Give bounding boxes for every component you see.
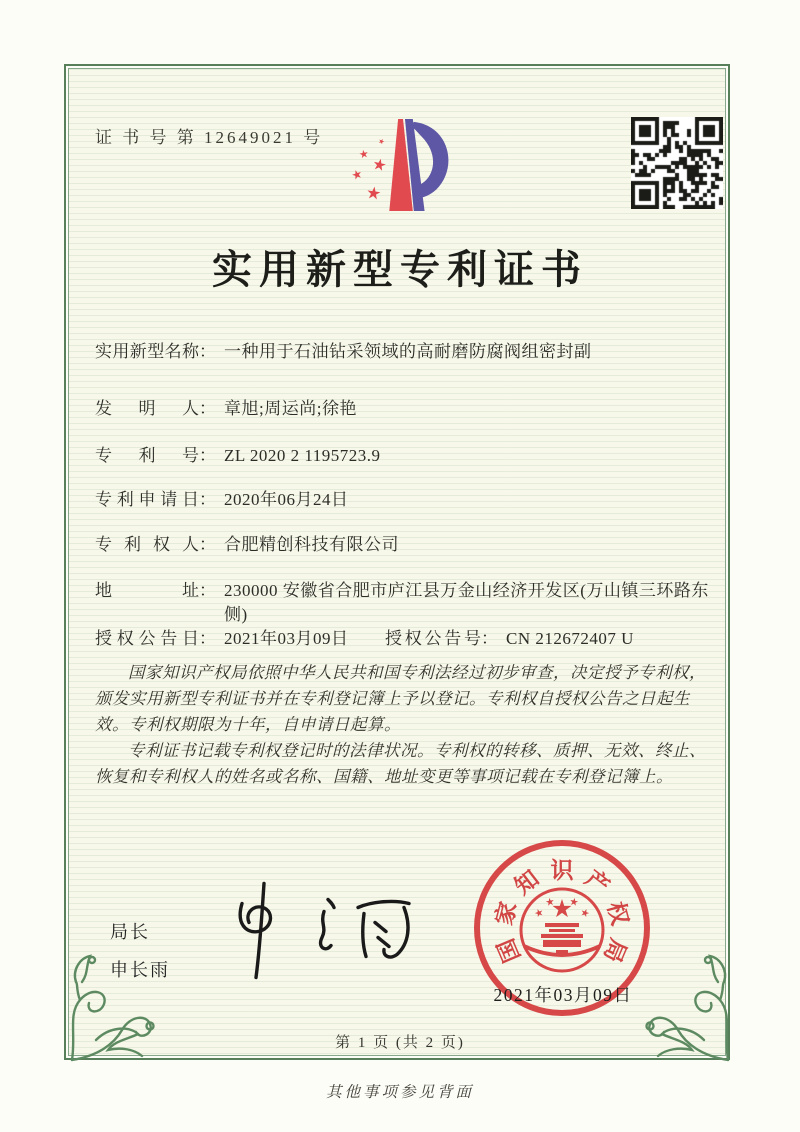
field-value: 章旭;周运尚;徐艳	[224, 399, 357, 418]
field-label: 地址	[95, 581, 199, 600]
cnipa-logo-icon	[345, 116, 463, 214]
page-number: 第 1 页 (共 2 页)	[335, 1035, 465, 1051]
colon: ：	[199, 629, 216, 648]
field-inventors	[95, 397, 711, 421]
svg-text:家: 家	[491, 899, 522, 928]
colon: ：	[199, 342, 216, 361]
field-label: 实用新型名称	[95, 342, 199, 361]
national-emblem-icon	[521, 889, 603, 971]
legal-text	[95, 660, 711, 790]
field-address	[95, 579, 711, 627]
legal-paragraph-1: 国家知识产权局依照中华人民共和国专利法经过初步审查，决定授予专利权，颁发实用新型专利证书并在专利登记簿上予以登记。专利权自授权公告之日起生效。专利权期限为十年，自申请日起算。	[95, 663, 706, 734]
colon: ：	[199, 581, 216, 600]
certificate-title: 实用新型专利证书	[212, 247, 588, 292]
field-value: CN 212672407 U	[506, 629, 634, 648]
director-title: 局长	[110, 922, 150, 942]
svg-text:识: 识	[550, 858, 574, 883]
field-value: 230000 安徽省合肥市庐江县万金山经济开发区(万山镇三环路东侧)	[224, 581, 709, 624]
field-value: 一种用于石油钻采领域的高耐磨防腐阀组密封副	[224, 342, 592, 361]
field-patent-number	[95, 444, 711, 468]
svg-text:局: 局	[598, 934, 631, 966]
field-label: 发明人	[95, 399, 199, 418]
svg-text:国: 国	[493, 934, 526, 966]
field-label: 专利权人	[95, 535, 199, 554]
colon: ：	[199, 399, 216, 418]
colon: ：	[199, 535, 216, 554]
colon: ：	[199, 490, 216, 509]
svg-text:知: 知	[510, 865, 544, 900]
field-value: 合肥精创科技有限公司	[224, 535, 399, 554]
qr-code	[631, 117, 723, 209]
field-label: 专利申请日	[95, 490, 199, 509]
svg-text:产: 产	[580, 865, 614, 900]
field-patentee	[95, 533, 711, 557]
back-note: 其他事项参见背面	[325, 1084, 474, 1101]
field-value: 2020年06月24日	[224, 490, 349, 509]
svg-text:权: 权	[602, 899, 633, 928]
field-label: 授权公告号	[385, 629, 481, 648]
field-grant-number	[385, 627, 634, 651]
field-filing-date	[95, 488, 711, 512]
field-label: 授权公告日	[95, 629, 199, 648]
certificate-number: 证 书 号 第 12649021 号	[95, 128, 324, 147]
field-label: 专利号	[95, 446, 199, 465]
field-utility-model-name	[95, 340, 711, 364]
colon: ：	[199, 446, 216, 465]
director-signature-icon	[212, 876, 422, 984]
colon: ：	[481, 629, 498, 648]
director-block	[110, 918, 170, 994]
legal-paragraph-2: 专利证书记载专利权登记时的法律状况。专利权的转移、质押、无效、终止、恢复和专利权人的姓名或名称、国籍、地址变更等事项记载在专利登记簿上。	[95, 741, 706, 786]
director-name: 申长雨	[110, 960, 170, 980]
field-grant-date	[95, 627, 711, 651]
field-value: ZL 2020 2 1195723.9	[224, 446, 381, 465]
field-value: 2021年03月09日	[224, 629, 349, 648]
seal-date: 2021年03月09日	[493, 985, 633, 1005]
